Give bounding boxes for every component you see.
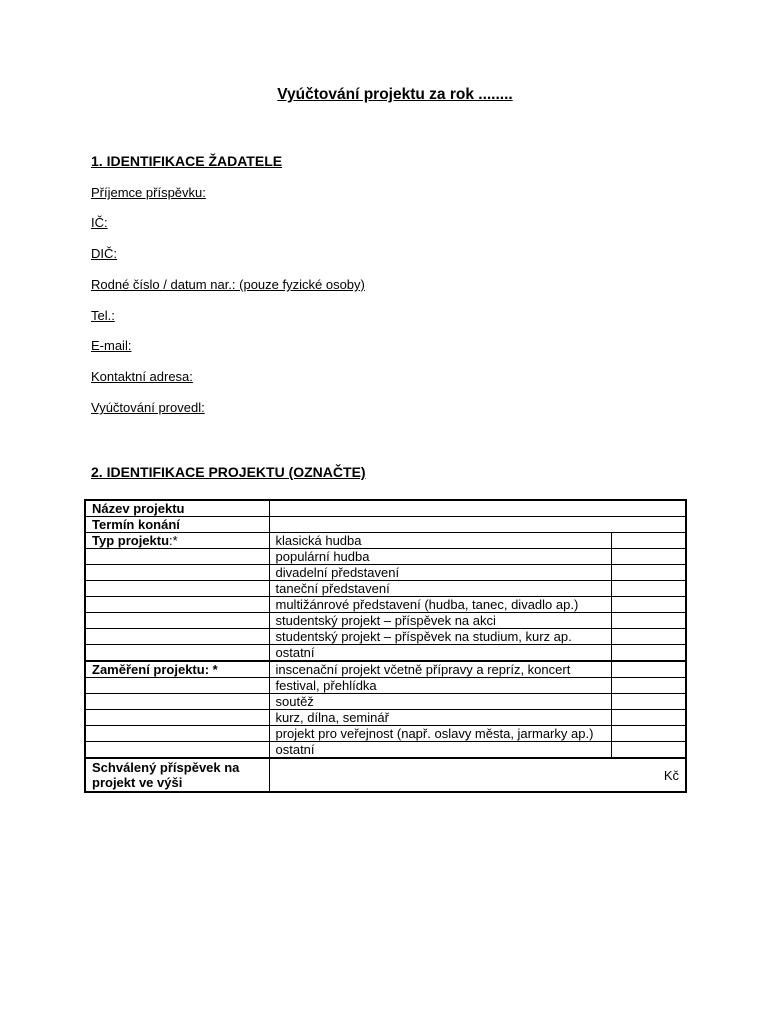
project-name-value[interactable] [269, 500, 686, 517]
table-row [85, 726, 686, 742]
table-row [85, 758, 686, 792]
field-contact-address: Kontaktní adresa: [91, 369, 193, 384]
type-option-mark[interactable] [611, 549, 686, 565]
focus-option: soutěž [269, 694, 611, 710]
type-option: studentský projekt – příspěvek na akci [269, 613, 611, 629]
type-option-mark[interactable] [611, 581, 686, 597]
focus-option: festival, přehlídka [269, 678, 611, 694]
document-title: Vyúčtování projektu za rok ........ [277, 86, 513, 103]
focus-option: kurz, dílna, seminář [269, 710, 611, 726]
table-row [85, 581, 686, 597]
focus-option-mark[interactable] [611, 661, 686, 678]
table-row [85, 517, 686, 533]
type-option: klasická hudba [269, 533, 611, 549]
type-option-mark[interactable] [611, 533, 686, 549]
project-name-label: Název projektu [85, 500, 269, 517]
type-option: populární hudba [269, 549, 611, 565]
type-option-mark[interactable] [611, 565, 686, 581]
type-option: studentský projekt – příspěvek na studium, kurz ap. [269, 629, 611, 645]
type-option: ostatní [269, 645, 611, 662]
section-2-heading: 2. IDENTIFIKACE PROJEKTU (OZNAČTE) [91, 464, 366, 480]
focus-option: ostatní [269, 742, 611, 759]
field-birth-number: Rodné číslo / datum nar.: (pouze fyzické osoby) [91, 277, 365, 292]
table-row [85, 597, 686, 613]
type-option: taneční představení [269, 581, 611, 597]
focus-option-mark[interactable] [611, 678, 686, 694]
type-option-mark[interactable] [611, 645, 686, 662]
table-row [85, 661, 686, 678]
field-ic: IČ: [91, 215, 108, 230]
field-dic: DIČ: [91, 246, 117, 261]
project-type-label-text: Typ projektu [92, 533, 170, 548]
field-phone: Tel.: [91, 308, 115, 323]
approved-amount-value[interactable]: Kč [269, 758, 686, 792]
table-row [85, 742, 686, 759]
approved-amount-label: Schválený příspěvek na projekt ve výši [85, 758, 269, 792]
section-1-heading: 1. IDENTIFIKACE ŽADATELE [91, 153, 283, 169]
table-row [85, 629, 686, 645]
type-option: divadelní představení [269, 565, 611, 581]
project-type-label-suffix: :* [169, 533, 178, 548]
focus-option-mark[interactable] [611, 694, 686, 710]
table-row [85, 678, 686, 694]
table-row [85, 645, 686, 662]
focus-option-mark[interactable] [611, 726, 686, 742]
type-option-mark[interactable] [611, 629, 686, 645]
table-row [85, 549, 686, 565]
project-date-label: Termín konání [85, 517, 269, 533]
project-table [84, 499, 687, 793]
focus-option-mark[interactable] [611, 742, 686, 759]
table-row [85, 694, 686, 710]
table-row [85, 565, 686, 581]
type-option: multižánrové představení (hudba, tanec, divadlo ap.) [269, 597, 611, 613]
table-row [85, 500, 686, 517]
table-row [85, 710, 686, 726]
project-date-value[interactable] [269, 517, 686, 533]
field-recipient: Příjemce příspěvku: [91, 185, 206, 200]
project-type-label [85, 533, 269, 549]
focus-option: inscenační projekt včetně přípravy a repríz, koncert [269, 661, 611, 678]
table-row [85, 613, 686, 629]
type-option-mark[interactable] [611, 597, 686, 613]
focus-option: projekt pro veřejnost (např. oslavy města, jarmarky ap.) [269, 726, 611, 742]
project-focus-label: Zaměření projektu: * [85, 661, 269, 678]
table-row [85, 533, 686, 549]
focus-option-mark[interactable] [611, 710, 686, 726]
field-settled-by: Vyúčtování provedl: [91, 400, 205, 415]
type-option-mark[interactable] [611, 613, 686, 629]
field-email: E-mail: [91, 338, 132, 353]
